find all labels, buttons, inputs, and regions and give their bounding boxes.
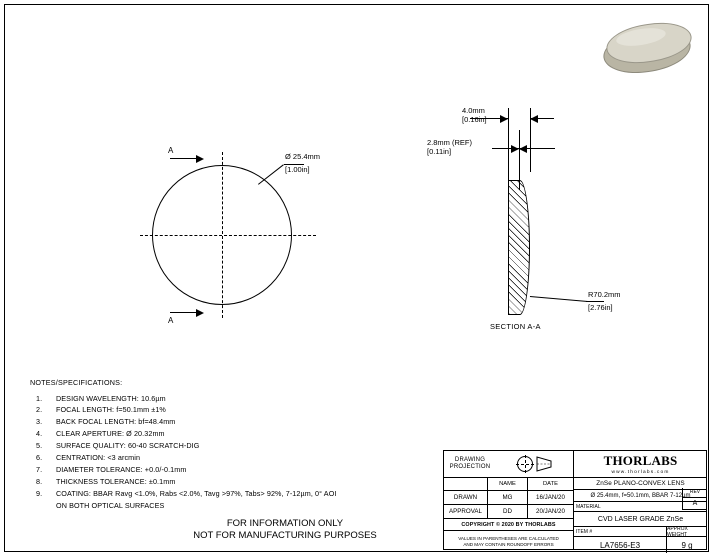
section-letter-top: A bbox=[168, 146, 174, 155]
disclaimer-line-2: NOT FOR MANUFACTURING PURPOSES bbox=[193, 530, 377, 541]
material-header: MATERIAL bbox=[574, 502, 707, 512]
radius-dim: R70.2mm bbox=[588, 290, 621, 299]
section-line-bottom bbox=[170, 312, 196, 313]
front-view bbox=[140, 140, 340, 340]
copyright-row: COPYRIGHT © 2020 BY THORLABS bbox=[444, 519, 573, 531]
notes-list bbox=[30, 394, 430, 500]
item-weight-row bbox=[574, 527, 707, 553]
projection-circle-icon bbox=[517, 456, 533, 472]
weight-value: 9 g bbox=[681, 541, 693, 550]
note-text: FOCAL LENGTH: f=50.1mm ±1% bbox=[56, 405, 166, 415]
dim-edge-thickness-alt: [0.16in] bbox=[462, 115, 487, 124]
first-angle-projection-icon bbox=[496, 456, 573, 472]
vertical-centerline bbox=[222, 152, 223, 318]
lens-section-profile bbox=[508, 180, 530, 315]
material-value: CVD LASER GRADE ZnSe bbox=[574, 512, 707, 527]
extension-line-left bbox=[508, 108, 509, 186]
title-block-left bbox=[444, 451, 574, 549]
drawn-label: DRAWN bbox=[444, 491, 488, 504]
parenthesis-note bbox=[444, 531, 573, 553]
item-value: LA7656-E3 bbox=[599, 541, 641, 550]
note-continuation: ON BOTH OPTICAL SURFACES bbox=[56, 500, 165, 510]
section-arrow-top bbox=[196, 155, 204, 163]
thorlabs-logo bbox=[574, 451, 707, 478]
section-line-top bbox=[170, 158, 196, 159]
dim-arrow-center-right bbox=[511, 145, 519, 153]
notes-title: NOTES/SPECIFICATIONS: bbox=[30, 378, 123, 387]
note-item bbox=[30, 465, 430, 476]
projection-label-line2: PROJECTION bbox=[449, 464, 491, 470]
note-item bbox=[30, 405, 430, 416]
note-number: 2. bbox=[36, 405, 43, 415]
note-number: 6. bbox=[36, 453, 43, 463]
projection-label bbox=[444, 457, 496, 472]
diameter-dim-alt: [1.00in] bbox=[285, 165, 310, 174]
paren-note-line2: AND MAY CONTAIN ROUNDOFF ERRORS bbox=[463, 542, 554, 547]
radius-dim-alt: [2.76in] bbox=[588, 303, 613, 312]
weight-header: APPROX WEIGHT bbox=[667, 527, 707, 537]
rev-cell bbox=[682, 488, 707, 510]
note-text: DIAMETER TOLERANCE: +0.0/-0.1mm bbox=[56, 464, 187, 474]
horizontal-centerline bbox=[140, 235, 316, 236]
drawn-row bbox=[444, 491, 573, 505]
item-header: ITEM # bbox=[574, 527, 666, 537]
description-line-1: ZnSe PLANO-CONVEX LENS bbox=[574, 478, 707, 490]
section-arrow-bottom bbox=[196, 309, 204, 317]
isometric-lens-render bbox=[600, 20, 696, 80]
note-item bbox=[30, 441, 430, 452]
approval-label: APPROVAL bbox=[444, 505, 488, 518]
dim-center-thickness-alt: [0.11in] bbox=[427, 147, 452, 156]
note-text: CENTRATION: <3 arcmin bbox=[56, 453, 141, 463]
note-item bbox=[30, 417, 430, 428]
note-number: 7. bbox=[36, 464, 43, 474]
signature-header-blank bbox=[444, 478, 488, 490]
note-text: COATING: BBAR Ravg <1.0%, Rabs <2.0%, Tavg >97%, Tabs> 92%, 7-12µm, 0° AOI bbox=[56, 488, 337, 498]
note-number: 5. bbox=[36, 441, 43, 451]
dim-arrow-edge-left bbox=[530, 115, 538, 123]
drawn-name: MG bbox=[488, 491, 528, 504]
projection-label-line1: DRAWING bbox=[454, 456, 486, 463]
weight-cell bbox=[667, 527, 707, 553]
section-view bbox=[427, 100, 680, 340]
diameter-leader-line bbox=[258, 164, 284, 184]
dim-arrow-edge-right bbox=[500, 115, 508, 123]
dim-arrow-center-left bbox=[519, 145, 527, 153]
note-item bbox=[30, 489, 430, 500]
note-number: 3. bbox=[36, 417, 43, 427]
radius-leader-line bbox=[530, 296, 588, 302]
dim-center-thickness: 2.8mm (REF) bbox=[427, 138, 472, 147]
rev-value: A bbox=[692, 500, 698, 507]
note-item bbox=[30, 453, 430, 464]
note-item bbox=[30, 477, 430, 488]
extension-line-center bbox=[519, 130, 520, 190]
disclaimer-line-1: FOR INFORMATION ONLY bbox=[226, 518, 344, 529]
note-number: 8. bbox=[36, 476, 43, 486]
drawn-date: 16/JAN/20 bbox=[536, 494, 565, 501]
rev-header: REV bbox=[683, 488, 707, 498]
note-text: THICKNESS TOLERANCE: ±0.1mm bbox=[56, 476, 176, 486]
approval-row bbox=[444, 505, 573, 519]
signature-header-name: NAME bbox=[488, 478, 528, 490]
description-line-2: Ø 25.4mm, f=50.1mm, BBAR 7-12µm bbox=[574, 490, 707, 502]
projection-cone-icon bbox=[536, 456, 552, 472]
diameter-dim-primary: Ø 25.4mm bbox=[285, 152, 321, 161]
paren-note-line1: VALUES IN PARENTHESES ARE CALCULATED bbox=[458, 535, 559, 541]
thorlabs-wordmark: THORLABS bbox=[603, 453, 678, 468]
note-text: SURFACE QUALITY: 60-40 SCRATCH-DIG bbox=[56, 441, 200, 451]
note-text: BACK FOCAL LENGTH: bf=48.4mm bbox=[56, 417, 176, 427]
dim-edge-thickness: 4.0mm bbox=[462, 106, 485, 115]
radius-leader-shelf bbox=[586, 301, 604, 302]
disclaimer-block bbox=[140, 518, 430, 542]
note-text: DESIGN WAVELENGTH: 10.6µm bbox=[56, 393, 166, 403]
item-number-cell bbox=[574, 527, 667, 553]
thorlabs-url: www.thorlabs.com bbox=[611, 470, 670, 475]
note-item bbox=[30, 394, 430, 405]
note-text: CLEAR APERTURE: Ø 20.32mm bbox=[56, 429, 165, 439]
notes-block bbox=[30, 378, 430, 511]
signature-header-date: DATE bbox=[542, 481, 559, 487]
signature-header-row bbox=[444, 478, 573, 491]
title-block bbox=[443, 450, 707, 550]
note-number: 4. bbox=[36, 429, 43, 439]
section-letter-bottom: A bbox=[168, 316, 174, 325]
note-number: 1. bbox=[36, 393, 43, 403]
section-caption: SECTION A-A bbox=[490, 322, 541, 331]
approval-date: 20/JAN/20 bbox=[536, 508, 565, 515]
note-number: 9. bbox=[36, 488, 43, 498]
projection-row bbox=[444, 451, 573, 478]
note-item bbox=[30, 429, 430, 440]
approval-name: DD bbox=[488, 505, 528, 518]
